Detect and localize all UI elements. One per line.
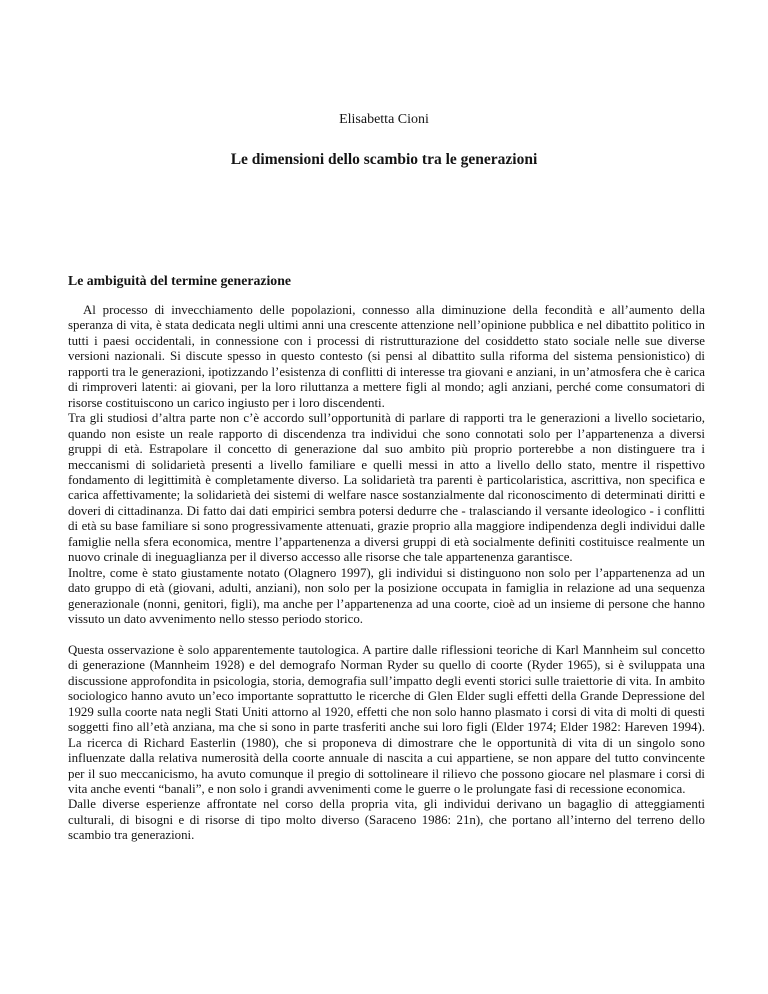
author-name: Elisabetta Cioni: [339, 112, 429, 127]
body-text: [68, 303, 705, 844]
paragraph-5: Dalle diverse esperienze affrontate nel corso della propria vita, gli individui derivano un bagaglio di atteggiamenti culturali, di bisogni e di risorse di tipo molto diverso (Saraceno 1986: 21n), che portano all’interno del terreno dello scambio tra generazioni.: [68, 797, 705, 843]
paragraph-1: Al processo di invecchiamento delle popolazioni, connesso alla diminuzione della fecondità e all’aumento della speranza di vita, è stata dedicata negli ultimi anni una crescente attenzione nell’opinione pubblica e nel dibattito politico in tutti i paesi occidentali, in connessione con i processi di ristrutturazione del cosiddetto stato sociale nelle sue diverse versioni nazionali. Si discute spesso in questo contesto (si pensi al dibattito sulla riforma del sistema pensionistico) di rapporti tra le generazioni, ipotizzando l’esistenza di conflitti di interesse tra giovani e anziani, in un’atmosfera che è carica di rimproveri latenti: ai giovani, per la loro riluttanza a mettere figli al mondo; agli anziani, perché come consumatori di risorse costituiscono un carico ingiusto per i loro discendenti.: [68, 303, 705, 410]
paragraph-4: Questa osservazione è solo apparentemente tautologica. A partire dalle riflessioni teoriche di Karl Mannheim sul concetto di generazione (Mannheim 1928) e del demografo Norman Ryder su quello di coorte (Ryder 1965), si è sviluppata una discussione approfondita in psicologia, storia, demografia sull’impatto degli eventi storici sulle traiettorie di vita. In ambito sociologico hanno avuto un’eco importante soprattutto le ricerche di Glen Elder sugli effetti della Grande Depressione del 1929 sulla coorte nata negli Stati Uniti attorno al 1920, effetti che non solo hanno plasmato i corsi di vita di molti di questi soggetti fino all’età anziana, ma che si sono in parte trasferiti anche sui loro figli (Elder 1974; Elder 1982: Hareven 1994). La ricerca di Richard Easterlin (1980), che si proponeva di dimostrare che le opportunità di vita di un singolo sono influenzate dalla relativa numerosità della coorte annuale di nascita a cui appartiene, se non appare del tutto convincente per il suo meccanicismo, ha avuto comunque il pregio di sottolineare il rilievo che possono giocare nel plasmare i corsi di vita anche eventi “banali”, e non solo i grandi avvenimenti come le guerre o le prolungate fasi di recessione economica.: [68, 642, 705, 797]
document-title: Le dimensioni dello scambio tra le generazioni: [230, 151, 538, 168]
paragraph-3: Inoltre, come è stato giustamente notato (Olagnero 1997), gli individui si distinguono non solo per l’appartenenza ad un dato gruppo di età (giovani, adulti, anziani), non solo per la posizione occupata in famiglia in relazione ad una sequenza generazionale (nonni, genitori, figli), ma anche per l’appartenenza ad una coorte, cioè ad un insieme di persone che hanno vissuto un dato avvenimento nello stesso periodo storico.: [68, 565, 705, 627]
section-heading: Le ambiguità del termine generazione: [68, 273, 292, 288]
paragraph-2: Tra gli studiosi d’altra parte non c’è accordo sull’opportunità di parlare di rapporti tra le generazioni a livello societario, quando non esiste un reale rapporto di discendenza tra individui che sono connotati solo per l’appartenenza a diversi gruppi di età. Estrapolare il concetto di generazione dal suo ambito più proprio porterebbe a non distinguere tra i meccanismi di solidarietà presenti a livello familiare e quelli messi in atto a livello dello stato, mentre il rispettivo fondamento di legittimità è completamente diverso. La solidarietà tra parenti è particolaristica, ascrittiva, non specifica e carica affettivamente; la solidarietà dei sistemi di welfare nasce sostanzialmente dal riconoscimento di determinati diritti e doveri di cittadinanza. Di fatto dai dati empirici sembra potersi dedurre che - tralasciando il versante ideologico - i conflitti di età su base familiare si sono progressivamente attenuati, grazie proprio alla maggiore indipendenza degli individui dalle famiglie nella sfera economica, mentre l’appartenenza a diversi gruppi di età socialmente definiti costituisce realmente un nuovo crinale di ineguaglianza per il diverso accesso alle risorse che tale appartenenza garantisce.: [68, 411, 705, 565]
